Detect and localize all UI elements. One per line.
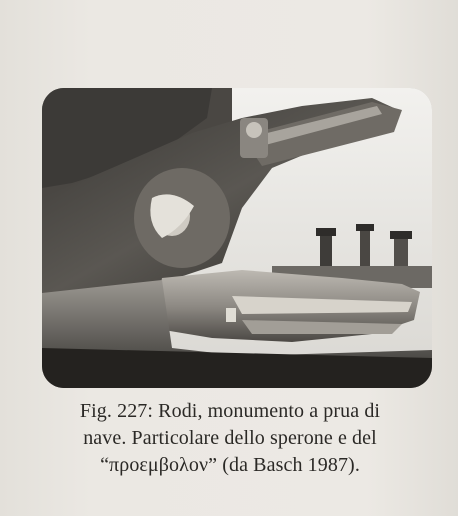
figure-caption (30, 398, 430, 479)
caption-line-1: Fig. 227: Rodi, monumento a prua di (79, 400, 381, 422)
figure-photograph (42, 88, 432, 388)
caption-line-2: nave. Particolare dello sperone e del (83, 427, 377, 449)
ship-prow-monument-image (42, 88, 432, 388)
caption-line-3: “προεμβολον” (da Basch 1987). (100, 454, 360, 476)
